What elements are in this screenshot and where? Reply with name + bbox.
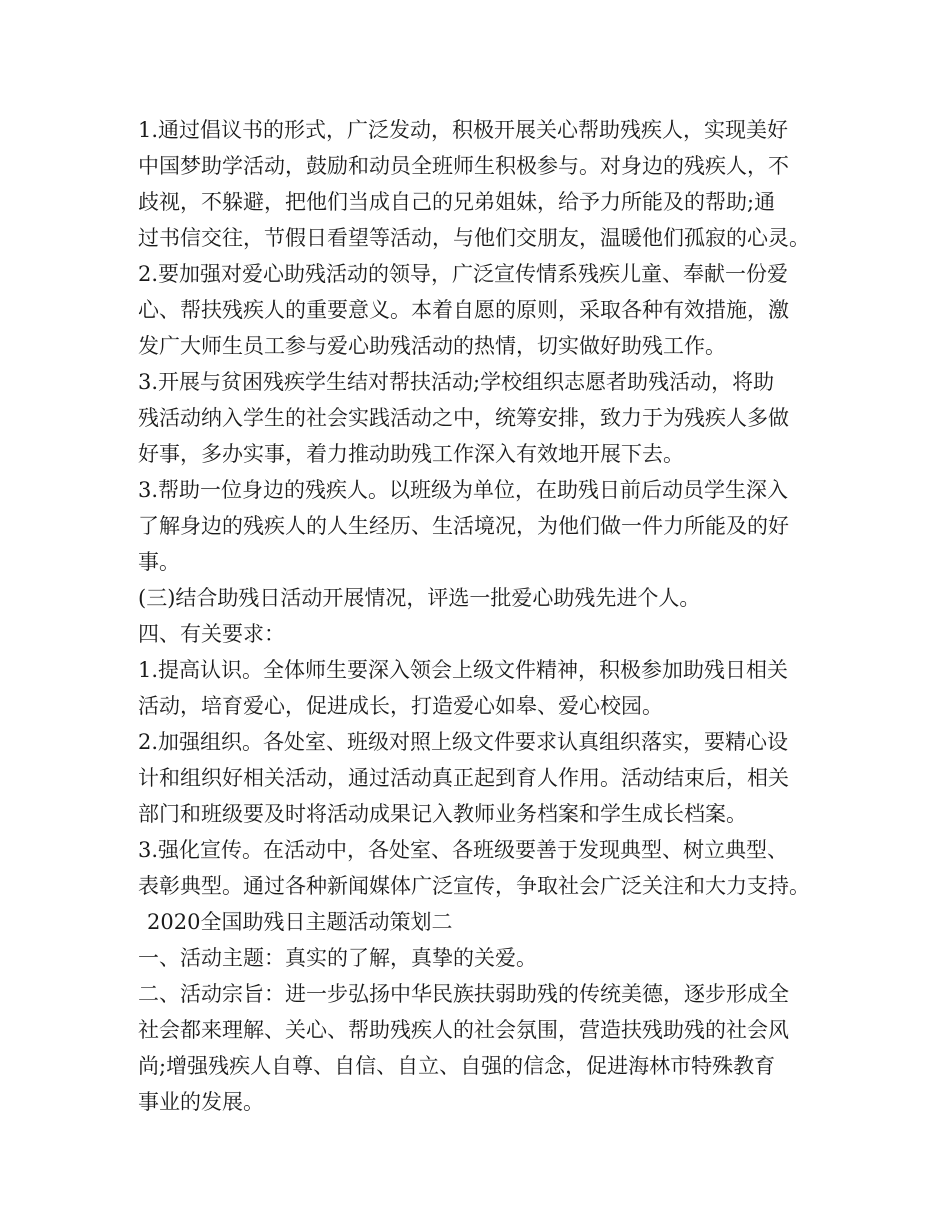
- text-line: 尚;增强残疾人自尊、自信、自立、自强的信念，促进海林市特殊教育: [138, 1054, 776, 1078]
- text-line: 中国梦助学活动，鼓励和动员全班师生积极参与。对身边的残疾人，不: [138, 154, 789, 178]
- text-line: 事业的发展。: [138, 1090, 264, 1114]
- text-line: 活动，培育爱心，促进成长，打造爱心如皋、爱心校园。: [138, 694, 663, 718]
- text-line: 2.要加强对爱心助残活动的领导，广泛宣传情系残疾儿童、奉献一份爱: [138, 262, 789, 286]
- text-line: 事。: [138, 550, 180, 574]
- document-body: [138, 112, 828, 1120]
- text-line: 社会都来理解、关心、帮助残疾人的社会氛围，营造扶残助残的社会风: [138, 1018, 789, 1042]
- section-heading: 一、活动主题：真实的了解，真挚的关爱。: [138, 946, 537, 970]
- text-line: 3.开展与贫困残疾学生结对帮扶活动;学校组织志愿者助残活动，将助: [138, 370, 775, 394]
- text-line: 残活动纳入学生的社会实践活动之中，统筹安排，致力于为残疾人多做: [138, 406, 789, 430]
- text-line: 2.加强组织。各处室、班级对照上级文件要求认真组织落实，要精心设: [138, 730, 789, 754]
- text-line: 1.通过倡议书的形式，广泛发动，积极开展关心帮助残疾人，实现美好: [138, 118, 789, 142]
- text-line: 了解身边的残疾人的人生经历、生活境况，为他们做一件力所能及的好: [138, 514, 789, 538]
- text-line: 发广大师生员工参与爱心助残活动的热情，切实做好助残工作。: [138, 334, 726, 358]
- text-line: 3.帮助一位身边的残疾人。以班级为单位，在助残日前后动员学生深入: [138, 478, 789, 502]
- text-line: 3.强化宣传。在活动中，各处室、各班级要善于发现典型、树立典型、: [138, 838, 789, 862]
- section-heading: 四、有关要求：: [138, 622, 285, 646]
- text-line: 好事，多办实事，着力推动助残工作深入有效地开展下去。: [138, 442, 684, 466]
- text-line: (三)结合助残日活动开展情况，评选一批爱心助残先进个人。: [138, 586, 701, 610]
- text-line: 过书信交往，节假日看望等活动，与他们交朋友，温暖他们孤寂的心灵。: [138, 226, 810, 250]
- text-line: 二、活动宗旨：进一步弘扬中华民族扶弱助残的传统美德，逐步形成全: [138, 982, 789, 1006]
- text-line: 部门和班级要及时将活动成果记入教师业务档案和学生成长档案。: [138, 802, 747, 826]
- text-line: 心、帮扶残疾人的重要意义。本着自愿的原则，采取各种有效措施，激: [138, 298, 789, 322]
- text-line: 计和组织好相关活动，通过活动真正起到育人作用。活动结束后，相关: [138, 766, 789, 790]
- text-line: 表彰典型。通过各种新闻媒体广泛宣传，争取社会广泛关注和大力支持。: [138, 874, 810, 898]
- text-line: 歧视，不躲避，把他们当成自己的兄弟姐妹，给予力所能及的帮助;通: [138, 190, 776, 214]
- document-subtitle: 2020全国助残日主题活动策划二: [147, 910, 453, 934]
- text-line: 1.提高认识。全体师生要深入领会上级文件精神，积极参加助残日相关: [138, 658, 789, 682]
